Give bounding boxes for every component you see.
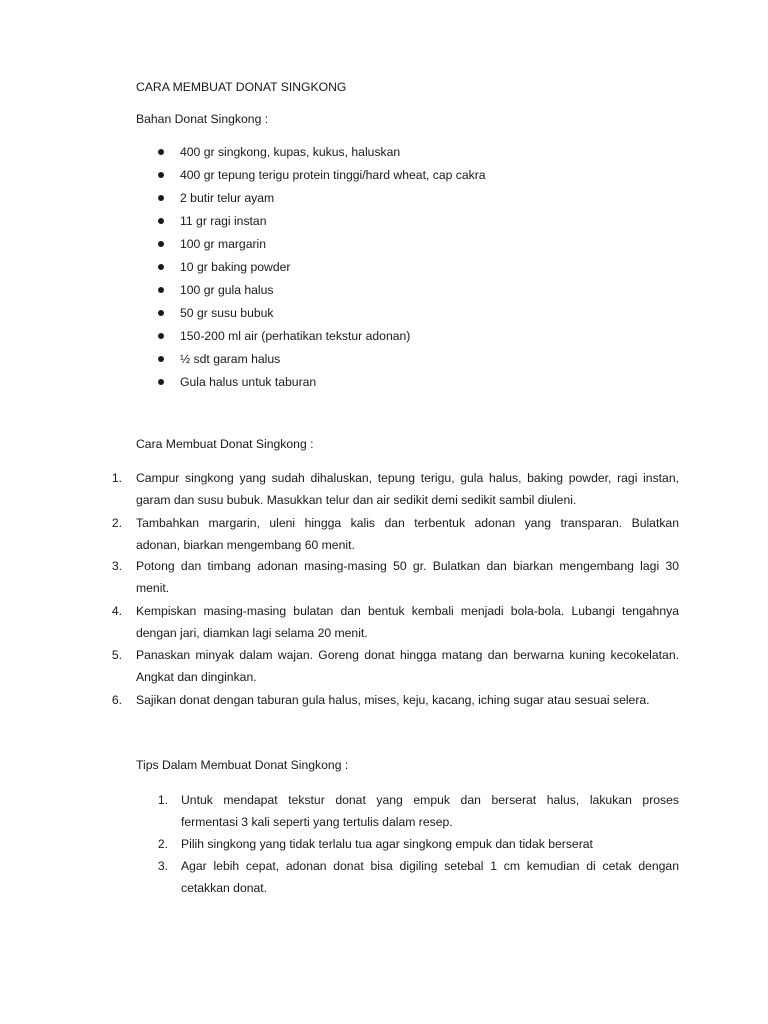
bullet-icon (158, 356, 164, 362)
tip-number: 1. (157, 793, 168, 807)
step-text: Angkat dan dinginkan. (136, 670, 257, 684)
bullet-icon (158, 172, 164, 178)
bullet-icon (158, 333, 164, 339)
bullet-icon (158, 149, 164, 155)
step-number: 4. (111, 604, 122, 618)
step-text: garam dan susu bubuk. Masukkan telur dan air sedikit demi sedikit sambil diuleni. (136, 493, 577, 507)
step-number: 5. (111, 648, 122, 662)
step-number: 6. (111, 693, 122, 707)
tips-heading: Tips Dalam Membuat Donat Singkong : (136, 758, 349, 772)
step-text: Kempiskan masing-masing bulatan dan bentuk kembali menjadi bola-bola. Lubangi tengahnya (136, 604, 679, 618)
step-number: 3. (111, 559, 122, 573)
step-text: menit. (136, 581, 170, 595)
ingredient-text: 50 gr susu bubuk (180, 306, 274, 320)
tip-text: Untuk mendapat tekstur donat yang empuk dan berserat halus, lakukan proses (181, 793, 679, 807)
step-text: dengan jari, diamkan lagi selama 20 menit. (136, 626, 368, 640)
ingredient-text: 400 gr tepung terigu protein tinggi/hard wheat, cap cakra (180, 168, 486, 182)
ingredient-text: 11 gr ragi instan (180, 214, 267, 228)
ingredient-text: 100 gr margarin (180, 237, 267, 251)
bullet-icon (158, 287, 164, 293)
bullet-icon (158, 379, 164, 385)
bullet-icon (158, 195, 164, 201)
ingredient-text: 100 gr gula halus (180, 283, 274, 297)
ingredient-text: 2 butir telur ayam (180, 191, 275, 205)
tip-text: Pilih singkong yang tidak terlalu tua agar singkong empuk dan tidak berserat (181, 837, 593, 851)
step-text: Sajikan donat dengan taburan gula halus, mises, keju, kacang, iching sugar atau sesuai selera. (136, 693, 650, 707)
steps-heading: Cara Membuat Donat Singkong : (136, 437, 314, 451)
tip-text: cetakkan donat. (181, 881, 268, 895)
step-number: 2. (111, 516, 122, 530)
tip-text: fermentasi 3 kali seperti yang tertulis dalam resep. (181, 815, 453, 829)
ingredient-text: 400 gr singkong, kupas, kukus, haluskan (180, 145, 401, 159)
bullet-icon (158, 241, 164, 247)
bullet-icon (158, 218, 164, 224)
step-number: 1. (111, 471, 122, 485)
step-text: Campur singkong yang sudah dihaluskan, tepung terigu, gula halus, baking powder, ragi instan, (136, 471, 679, 485)
bullet-icon (158, 310, 164, 316)
tip-text: Agar lebih cepat, adonan donat bisa digiling setebal 1 cm kemudian di cetak dengan (181, 859, 679, 873)
bullet-icon (158, 264, 164, 270)
step-text: Potong dan timbang adonan masing-masing 50 gr. Bulatkan dan biarkan mengembang lagi 30 (136, 559, 679, 573)
ingredient-text: ½ sdt garam halus (180, 352, 281, 366)
document-title: CARA MEMBUAT DONAT SINGKONG (136, 80, 347, 94)
ingredient-text: 10 gr baking powder (180, 260, 291, 274)
step-text: adonan, biarkan mengembang 60 menit. (136, 538, 355, 552)
ingredient-text: 150-200 ml air (perhatikan tekstur adonan) (180, 329, 411, 343)
ingredients-heading: Bahan Donat Singkong : (136, 112, 269, 126)
step-text: Panaskan minyak dalam wajan. Goreng donat hingga matang dan berwarna kuning kecokelatan. (136, 648, 679, 662)
ingredient-text: Gula halus untuk taburan (180, 375, 317, 389)
step-text: Tambahkan margarin, uleni hingga kalis dan terbentuk adonan yang transparan. Bulatkan (136, 516, 679, 530)
tip-number: 2. (157, 837, 168, 851)
tip-number: 3. (157, 859, 168, 873)
